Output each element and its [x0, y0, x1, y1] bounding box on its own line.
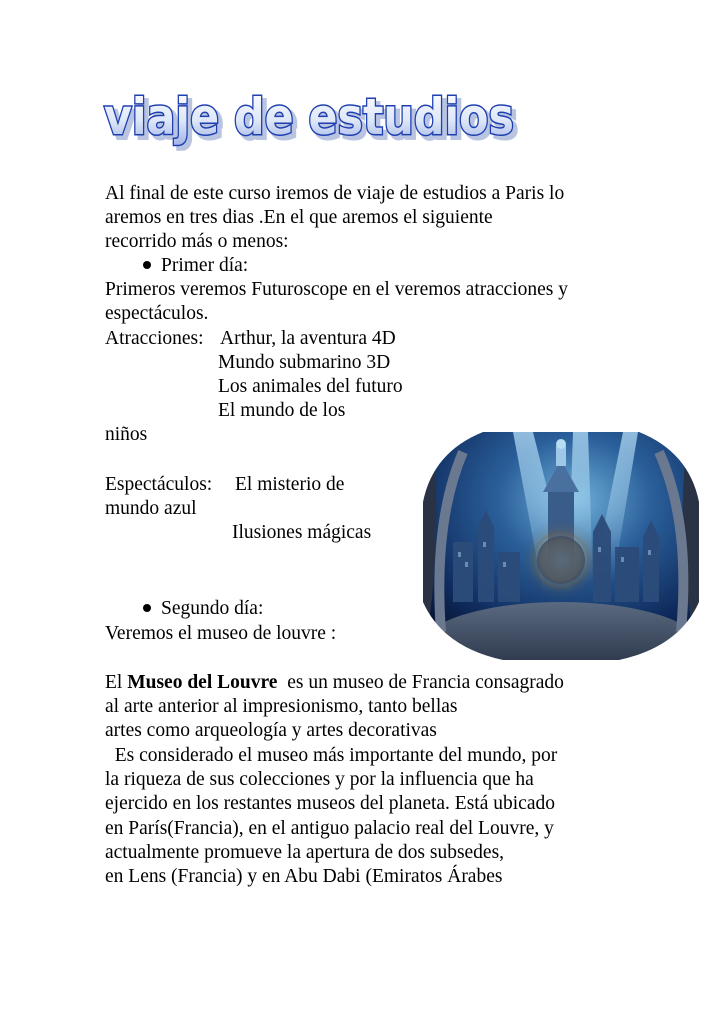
underwater-city-illustration: [423, 432, 699, 660]
show-item-cont: mundo azul: [105, 498, 197, 519]
attraction-item: Los animales del futuro: [218, 376, 403, 397]
louvre-line-2: al arte anterior al impresionismo, tanto bellas: [105, 696, 458, 717]
intro-line-1: Al final de este curso iremos de viaje de estudios a Paris lo: [105, 183, 565, 204]
intro-line-3: recorrido más o menos:: [105, 231, 289, 252]
louvre-line-4: Es considerado el museo más importante del mundo, por: [105, 745, 558, 766]
louvre-line-1: [105, 671, 564, 695]
attraction-item: Mundo submarino 3D: [218, 352, 391, 373]
bullet-day-1: [143, 254, 248, 278]
louvre-line-3: artes como arqueología y artes decorativas: [105, 720, 437, 741]
bullet-dot: [143, 604, 151, 612]
day1-line-1: Primeros veremos Futuroscope en el veremos atracciones y: [105, 279, 568, 300]
day1-line-2: espectáculos.: [105, 303, 209, 324]
louvre-line-6: ejercido en los restantes museos del planeta. Está ubicado: [105, 793, 555, 814]
futuroscope-image: [423, 432, 699, 660]
louvre-bold: Museo del Louvre: [127, 672, 278, 693]
day2-line-1: Veremos el museo de louvre :: [105, 623, 337, 644]
louvre-line-5: la riqueza de sus colecciones y por la influencia que ha: [105, 769, 534, 790]
louvre-prefix: El: [105, 672, 128, 693]
bullet-label: Primer día:: [161, 255, 249, 276]
louvre-line-9: en Lens (Francia) y en Abu Dabi (Emiratos Árabes: [105, 866, 503, 887]
louvre-line-8: actualmente promueve la apertura de dos subsedes,: [105, 842, 505, 863]
louvre-rest: es un museo de Francia consagrado: [277, 672, 564, 693]
title-text: viaje de estudios: [104, 88, 514, 146]
show-item: El misterio de: [235, 474, 345, 495]
title-shadow: viaje de estudios: [108, 92, 518, 150]
attractions-tail: niños: [105, 424, 148, 445]
bullet-label: Segundo día:: [161, 598, 264, 619]
attraction-item: El mundo de los: [218, 400, 346, 421]
attraction-item: Arthur, la aventura 4D: [220, 328, 396, 349]
bullet-dot: [143, 261, 151, 269]
show-item: Ilusiones mágicas: [232, 522, 372, 543]
intro-line-2: aremos en tres dias .En el que aremos el siguiente: [105, 207, 493, 228]
louvre-line-7: en París(Francia), en el antiguo palacio real del Louvre, y: [105, 818, 554, 839]
attractions-label: Atracciones:: [105, 328, 204, 349]
title-wordart: [100, 82, 530, 172]
shows-label: Espectáculos:: [105, 474, 213, 495]
bullet-day-2: [143, 597, 263, 621]
